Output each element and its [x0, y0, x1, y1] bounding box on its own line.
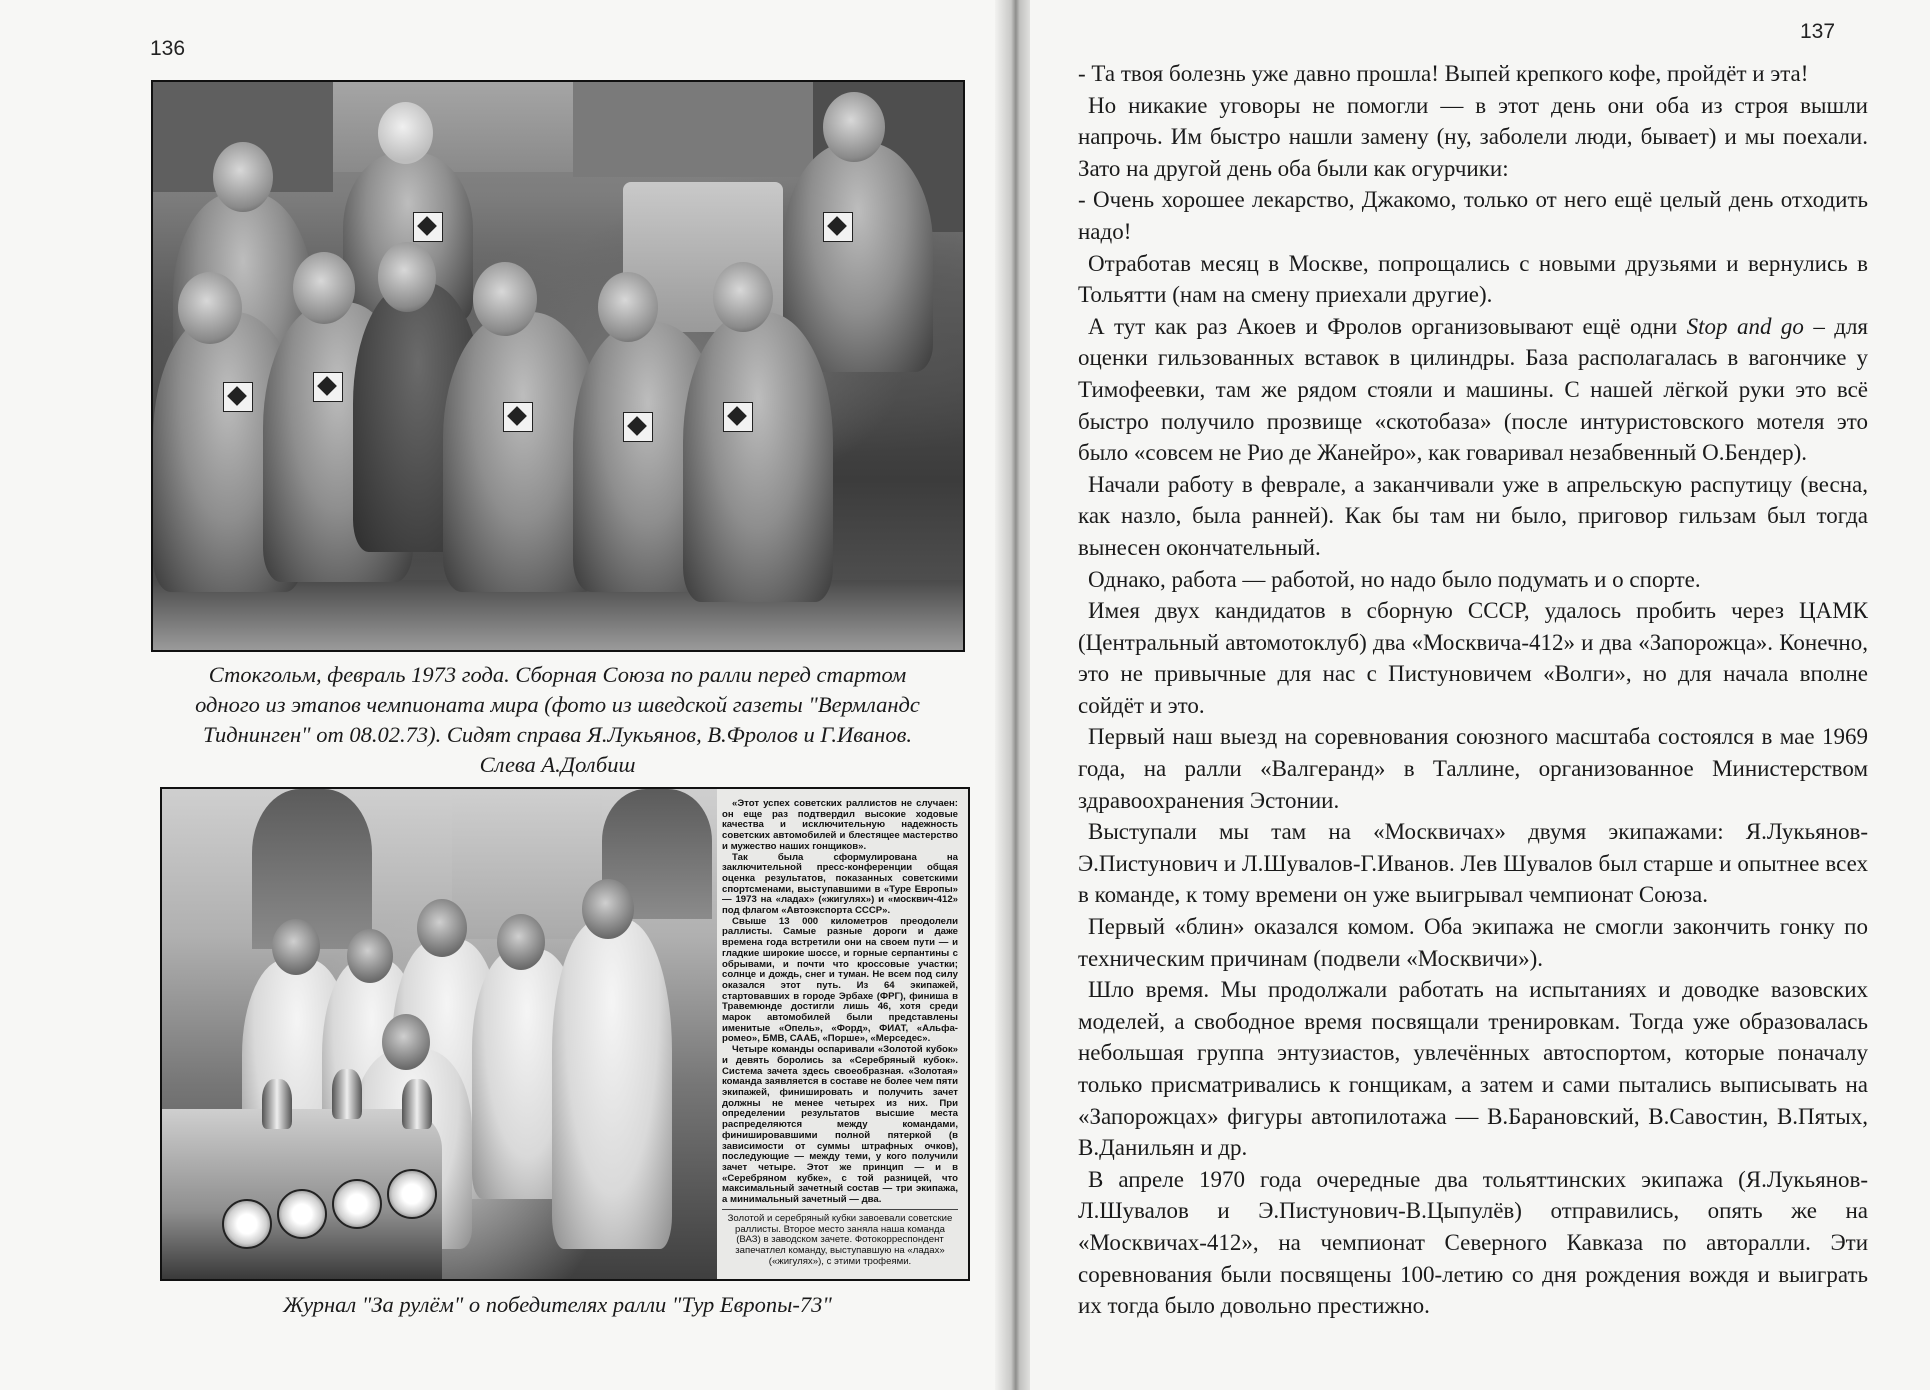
person-head [497, 914, 545, 970]
rally-lamp [222, 1199, 272, 1249]
team-badge-icon [723, 402, 753, 432]
body-paragraph: Начали работу в феврале, а заканчивали уже в апрельскую распутицу (весна, как назло, была ранней). Как бы там ни было, приговор гильзам был тогда вынесен окончательный. [1078, 471, 1868, 560]
caption-line: Слева А.Долбиш [479, 752, 636, 777]
body-paragraph: Первый наш выезд на соревнования союзного масштаба состоялся в мае 1969 года, на ралли «Валгеранд» в Таллине, организованное Министерством здравоохранения Эстонии. [1078, 724, 1868, 813]
team-badge-icon [623, 412, 653, 442]
body-paragraph: - Та твоя болезнь уже давно прошла! Выпей крепкого кофе, пройдёт и эта! [1078, 61, 1809, 86]
body-paragraph: В апреле 1970 года очередные два тольяттинских экипажа (Я.Лукьянов-Л.Шувалов и Э.Пистунович-В.Цыпулёв) отправились, опять же на «Москвичах-412», на чемпионат Северного Кавказа по авторалли. Эти соревнования были посвящены 100-летию со дня рождения вождя и выиграть их тогда было довольно престижно. [1078, 1166, 1868, 1319]
team-photo-stockholm [151, 80, 965, 652]
page-number-right: 137 [1800, 20, 1836, 43]
caption-line: Тиднинген" от 08.02.73). Сидят справа Я.Лукьянов, В.Фролов и Г.Иванов. [203, 722, 912, 747]
rally-lamp [277, 1189, 327, 1239]
page-number-left: 136 [150, 37, 186, 60]
person-head [417, 899, 467, 957]
team-badge-icon [313, 372, 343, 402]
rally-lamp [332, 1179, 382, 1229]
photo-building [573, 82, 813, 177]
body-paragraph: Шло время. Мы продолжали работать на испытаниях и доводке вазовских моделей, а свободное время посвящали тренировкам. Тогда уже образовалась небольшая группа энтузиастов, увлечённых автоспортом, которые поначалу только присматривались к гонщикам, а затем и сами пытались выписывать на «Запорожцах» фигуры автопилотажа — В.Барановский, В.Савостин, В.Пятых, В.Данильян и др. [1078, 977, 1868, 1161]
person-head [272, 919, 320, 975]
trophy-cup-icon [402, 1079, 432, 1129]
body-paragraph: Но никакие уговоры не помогли — в этот день они оба из строя вышли напрочь. Им быстро нашли замену (ну, заболели люди, бывает) и мы поехали. Зато на другой день оба были как огурчики: [1078, 92, 1868, 181]
person-head [378, 242, 436, 312]
right-page-body [1078, 58, 1868, 1322]
italic-term: Stop and go [1686, 313, 1804, 339]
rally-lamp [387, 1169, 437, 1219]
book-gutter [995, 0, 1035, 1390]
body-paragraph: - Очень хорошее лекарство, Джакомо, только от него ещё целый день отходить надо! [1078, 187, 1868, 244]
body-paragraph: Выступали мы там на «Москвичах» двумя экипажами: Я.Лукьянов-Э.Пистунович и Л.Шувалов-Г.Иванов. Лев Шувалов был старше и опытнее всех в команде, к тому времени он уже выигрывал чемпионат Союза. [1078, 819, 1868, 908]
paragraph-text: – для оценки гильзованных вставок в цилиндры. База располагалась в вагончике у Тимофеевки, там же рядом стояли и машины. С нашей лёгкой руки это всё быстро получило прозвище «скотобаза» (после интуристовского мотеля это было «совсем не Рио де Жанейро», как говаривал незабвенный О.Бендер). [1078, 313, 1868, 466]
person-head [823, 92, 885, 162]
trophy-team-photo [162, 789, 717, 1279]
body-paragraph: Имея двух кандидатов в сборную СССР, удалось пробить через ЦАМК (Центральный автомотоклуб) два «Москвича-412» и два «Запорожца». Конечно, это не привычные для нас с Пистуновичем «Волги», но для начала вполне сойдёт и это. [1078, 598, 1868, 718]
body-paragraph: Однако, работа — работой, но надо было подумать и о спорте. [1088, 566, 1701, 592]
team-badge-icon [503, 402, 533, 432]
trophy-cup-icon [262, 1079, 292, 1129]
clipping-photo-caption: Золотой и серебряный кубки завоевали советские раллисты. Второе место заняла наша команда (ВАЗ) в заводском зачете. Фотокорреспондент запечатлел команду, выступавшую на «ладах» («жигулях»), с этими трофеями. [722, 1209, 958, 1268]
paragraph-text: А тут как раз Акоев и Фролов организовывают ещё одни [1088, 313, 1687, 339]
clipping-paragraph: Свыше 13 000 километров преодолели раллисты. Самые разные дороги и даже времена года встретили они на своем пути — и гладкие широкие шоссе, и горные серпантины с обрывами, и почти что кроссовые участки; солнце и дождь, снег и туман. Не всем под силу оказался этот путь. Из 64 экипажей, стартовавших в городе Эрбахе (ФРГ), финиша в Травемюнде достигли лишь 46, хотя среди марок автомобилей были представлены именитые «Опель», «Форд», ФИАТ, «Альфа-ромео», БМВ, СААБ, «Порше», «Мерседес». [722, 915, 958, 1045]
person-head [213, 142, 273, 212]
clipping-paragraph: Четыре команды оспаривали «Золотой кубок» и девять боролись за «Серебряный кубок». Система зачета здесь своеобразная. «Золотая» команда заявляется в составе не более чем пяти экипажей, финишировать и получить зачет должны не менее четырех из них. При определении результатов высшие места распределяются между командами, финишировавшими полной пятеркой (в зависимости от суммы штрафных очков), последующие — между теми, у кого получили зачет четыре. Этот же принцип — и в «Серебряном кубке», с той разницей, что максимальный зачетный состав — три экипажа, а минимальный зачетный — два. [722, 1044, 958, 1206]
team-badge-icon [223, 382, 253, 412]
person-head [293, 252, 355, 324]
person-standing [552, 919, 672, 1249]
person-head [582, 879, 634, 939]
photo-tree [252, 789, 372, 949]
magazine-clipping [160, 787, 970, 1281]
person-head [378, 102, 433, 164]
body-paragraph: Отработав месяц в Москве, попрощались с новыми друзьями и вернулись в Тольятти (нам на смену приехали другие). [1078, 250, 1868, 308]
caption-line: одного из этапов чемпионата мира (фото из шведской газеты "Вермландс [195, 692, 920, 717]
trophy-cup-icon [332, 1069, 362, 1119]
clipping-paragraph: Так была сформулирована на заключительной пресс-конференции общая оценка результатов, показанных советскими спортсменами, выступавшими в «Туре Европы» — 1973 на «ладах» («жигулях») и «москвич-412» под флагом «Автоэкспорта СССР». [722, 851, 958, 917]
body-paragraph [1078, 311, 1868, 469]
person-head [473, 262, 537, 336]
body-paragraph: Первый «блин» оказался комом. Оба экипажа не смогли закончить гонку по техническим причинам (подвели «Москвичи»). [1078, 914, 1868, 971]
person-crouching [683, 312, 833, 602]
clipping-article-text [722, 799, 958, 1206]
team-badge-icon [413, 212, 443, 242]
clipping-paragraph: «Этот успех советских раллистов не случаен: он еще раз подтвердил высокие ходовые качества и исключительную надежность советских автомобилей и блестящее мастерство и мужество наших гонщиков». [722, 798, 958, 852]
photo1-caption [150, 660, 965, 780]
caption-line: Стокгольм, февраль 1973 года. Сборная Союза по ралли перед стартом [208, 662, 907, 687]
photo2-caption: Журнал "За рулём" о победителях ралли "Тур Европы-73" [283, 1292, 832, 1317]
person-head [178, 272, 242, 344]
person-head [347, 929, 393, 983]
person-head [598, 272, 658, 342]
person-head [382, 1014, 430, 1070]
team-badge-icon [823, 212, 853, 242]
person-head [713, 262, 773, 332]
